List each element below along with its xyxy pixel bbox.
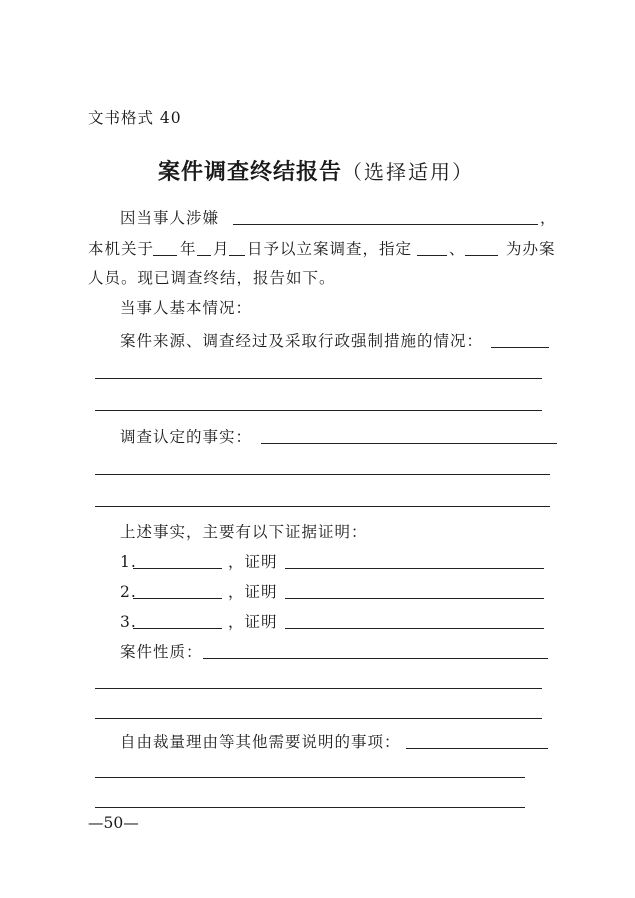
evidence-2-item-blank[interactable] [133,598,222,599]
title-sub: （选择适用） [342,160,475,184]
evidence-2-label: ，证明 [228,583,278,601]
discretion-line-3[interactable] [95,807,525,808]
month-blank[interactable] [197,255,211,256]
party-info-label: 当事人基本情况： [120,299,253,317]
intro-comma: ， [540,209,557,227]
page-title [158,155,474,186]
facts-line-2[interactable] [95,474,550,475]
evidence-1-num: 1. [120,553,137,571]
day-label: 日予以立案调查，指定 [247,240,413,258]
discretion-label: 自由裁量理由等其他需要说明的事项： [120,733,401,751]
evidence-3-label: ，证明 [228,613,278,631]
case-source-line-2[interactable] [95,378,542,379]
format-label: 文书格式 40 [88,109,182,127]
suspect-offense-line[interactable] [233,224,538,225]
year-label: 年 [180,240,197,258]
year-blank[interactable] [153,255,177,256]
facts-line-1[interactable] [261,443,557,444]
intro-line2-a: 本机关于 [88,240,155,258]
case-source-line-3[interactable] [95,410,542,411]
case-nature-label: 案件性质： [120,643,203,661]
investigator-sep: 、 [449,240,466,258]
evidence-1-item-blank[interactable] [133,568,222,569]
month-label: 月 [213,240,230,258]
intro-line3: 人员。现已调查终结，报告如下。 [88,269,336,287]
facts-label: 调查认定的事实： [120,428,253,446]
case-nature-line-3[interactable] [95,718,542,719]
evidence-3-num: 3. [120,613,137,631]
facts-line-3[interactable] [95,506,550,507]
investigator-2-blank[interactable] [465,255,498,256]
evidence-2-proof-blank[interactable] [285,598,544,599]
case-nature-line-2[interactable] [95,688,542,689]
evidence-3-proof-blank[interactable] [285,628,544,629]
evidence-1-label: ，证明 [228,553,278,571]
case-nature-line-1[interactable] [203,658,548,659]
title-main: 案件调查终结报告 [158,159,343,185]
intro-line2-end: 为办案 [506,240,556,258]
discretion-line-1[interactable] [406,748,548,749]
evidence-2-num: 2. [120,583,137,601]
case-source-line-1[interactable] [491,347,549,348]
discretion-line-2[interactable] [95,777,525,778]
investigator-1-blank[interactable] [417,255,447,256]
intro-prefix: 因当事人涉嫌 [120,209,220,227]
day-blank[interactable] [229,255,245,256]
page-number: —50— [88,814,139,832]
evidence-3-item-blank[interactable] [133,628,222,629]
case-source-label: 案件来源、调查经过及采取行政强制措施的情况： [120,332,484,350]
evidence-1-proof-blank[interactable] [285,568,544,569]
evidence-intro: 上述事实，主要有以下证据证明： [120,523,368,541]
